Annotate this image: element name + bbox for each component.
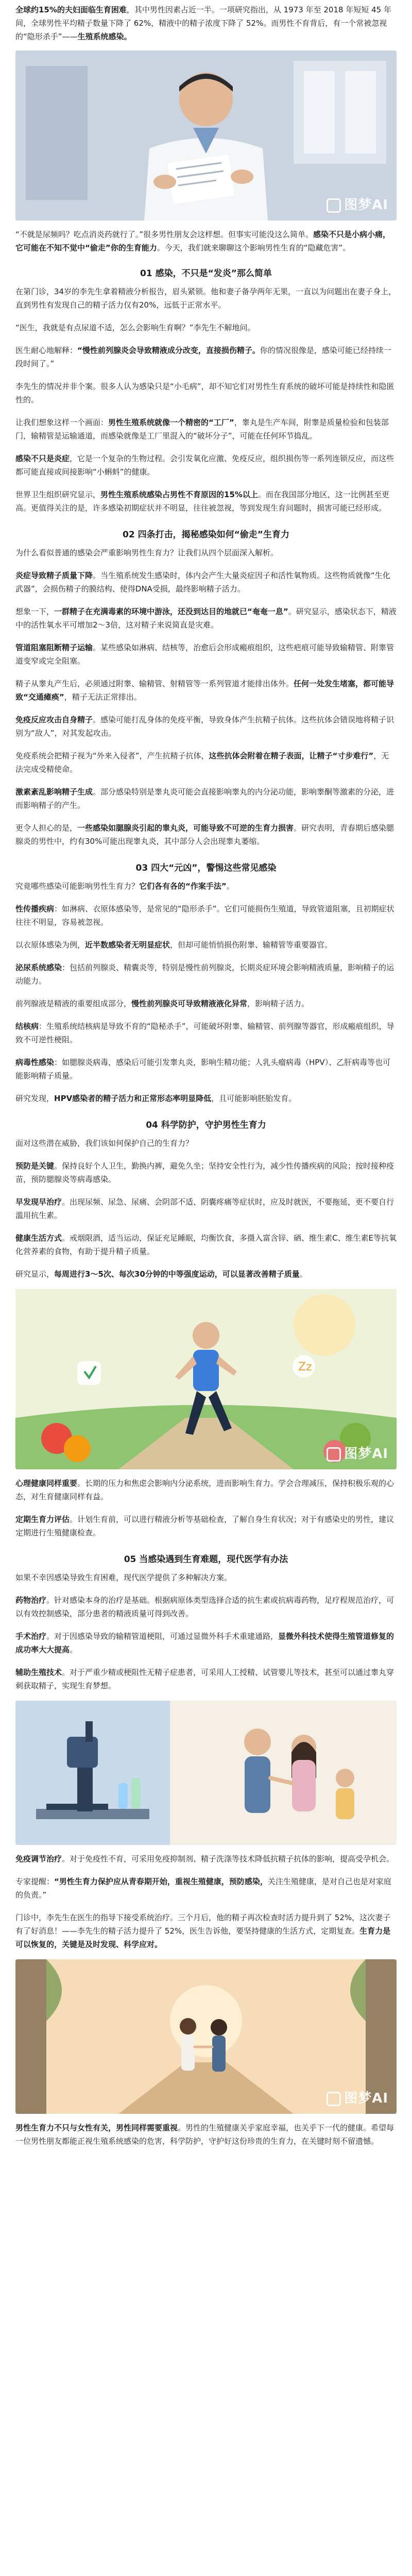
s2-p2: 炎症导致精子质量下降。当生殖系统发生感染时，体内会产生大量炎症因子和活性氧物质。这些物质就像“生化武器”，会损伤精子的膜结构、使得DNA受损，最终影响精子活力。 [15,571,390,594]
s3-p4: 泌尿系统感染：包括前列腺炎、精囊炎等，特别是慢性前列腺炎，长期炎症环境会影响精液质量，影响精子的运动能力。 [15,963,394,986]
s1-p2: “医生，我就是有点尿道不适，怎么会影响生育啊？”李先生不解地问。 [15,323,255,332]
runner-image [15,1289,397,1469]
s5-p2: 药物治疗。针对感染本身的治疗是基础。根据病原体类型选择合适的抗生素或抗病毒药物，足疗程规范治疗，可以有效控制感染，部分患者的精液质量可得到改善。 [15,1596,394,1618]
intro-bold: 全球约15%的夫妇面临生育困难 [15,5,127,14]
section-1-title: 01 感染，不只是“发炎”那么简单 [140,268,272,279]
s3-p2: 性传播疾病：如淋病、衣原体感染等，是常见的“隐形杀手”。它们可能损伤生殖道，导致管道阻塞，且初期症状往往不明显，容易被忽视。 [15,904,394,927]
runner-illustration [15,1289,397,1469]
intro-paragraph [0,3,412,43]
s1-p3: 医生耐心地解释：“慢性前列腺炎会导致精液成分改变，直接损伤精子。你的情况很像是，感染可能已经持续一段时间了。” [15,346,391,368]
watermark-logo [327,1443,388,1462]
section-4-title: 04 科学防护，守护男性生育力 [146,1120,266,1130]
watermark-logo [327,194,388,213]
s1-p6: 感染不只是炎症，它是一个复杂的生物过程。会引发氧化应激、免疫反应，组织损伤等一系列连锁反应，而这些都可能直接或间接影响“小蝌蚪”的健康。 [15,454,394,477]
s4b-p2: 定期生育力评估。计划生育前，可以进行精液分析等基础检查，了解自身生育状况；对于有感染史的男性，建议定期进行生殖健康检查。 [15,1515,394,1537]
watermark-text: 图梦AI [344,1446,388,1462]
s2-p7: 免疫系统会把精子视为“外来入侵者”，产生抗精子抗体，这些抗体会附着在精子表面，让精子“寸步难行”，无法完成受精使命。 [15,751,389,774]
s3-p6: 结核病：生殖系统结核病是导致不育的“隐秘杀手”，可能破坏附睾、输精管、前列腺等器官，形成瘢痕组织，导致不可逆性梗阻。 [15,1022,394,1044]
section-3-title: 03 四大“元凶”，警惕这些常见感染 [135,863,277,873]
s1-p7: 世界卫生组织研究显示，男性生殖系统感染占男性不育原因的15%以上。而在我国部分地区，这一比例甚至更高。更值得关注的是，许多感染初期症状并不明显，往往被忽视，等到发现生育问题时，损害可能已经形成。 [15,490,389,513]
s5b-p3: 门诊中，李先生在医生的指导下接受系统治疗。三个月后，他的精子再次检查时活力提升到了 52%，这次妻子有了好消息！——李先生的精子活力提升了 52%，医生告诉他，要坚持健康的生活方式，定期复查。生育力是可以恢复的，关键是及时发现、科学应对。 [15,1913,391,1949]
watermark-text: 图梦AI [344,2091,388,2106]
s3-p3: 以衣原体感染为例，近半数感染者无明显症状，但却可能悄悄损伤附睾、输精管等重要器官。 [15,940,333,950]
s2-p8: 激素紊乱影响精子生成。部分感染特别是睾丸炎可能会直接影响睾丸的内分泌功能，影响睾酮等激素的分泌，进而影响精子的产生。 [15,787,394,810]
s3-p1: 究竟哪些感染可能影响男性生育力？它们各有各的“作案手法”。 [15,882,234,891]
svg-text:Zz: Zz [298,1361,312,1374]
intro-text: ，其中男性因素占近一半。一项研究指出，从 1973 年至 2018 年短短 45 年间，全球男性平均精子数量下降了 62%，精液中的精子浓度下降了 52%。而男性不育背后，有一个常被忽视的“隐形杀手”—— [15,5,391,41]
s2-p5: 精子从睾丸产生后，必须通过附睾、输精管、射精管等一系列管道才能排出体外。任何一处发生堵塞，都可能导致“交通瘫痪”，精子无法正常排出。 [15,679,394,702]
section-5-title: 05 当感染遇到生育难题，现代医学有办法 [124,1554,288,1565]
closing-paragraph: 男性生育力不只与女性有关，男性同样需要重视。男性的生殖健康关乎家庭幸福，也关乎下一代的健康。希望每一位男性朋友都能正视生殖系统感染的危害，科学防护，守护好这份珍贵的生育力，在关键时刻不留遗憾。 [15,2123,394,2146]
s4-p2: 预防是关键。保持良好个人卫生，勤换内裤，避免久坐；坚持安全性行为，减少性传播疾病的风险；按时接种疫苗，预防腮腺炎等病毒感染。 [15,1161,394,1184]
lab-family-image [15,1701,397,1845]
s2-p1: 为什么看似普通的感染会严重影响男性生育力？让我们从四个层面深入解析。 [15,548,279,557]
s1-p5: 让我们想象这样一个画面：男性生殖系统就像一个精密的“工厂”，睾丸是生产车间，附睾是质量检验和包装部门，输精管是运输通道，而感染就像是工厂里混入的“破坏分子”，可能在任何环节捣乱。 [15,418,389,440]
s1-p1: 在第门诊，34岁的李先生拿着精液分析报告，眉头紧锁。他和妻子备孕两年无果，一直以为问题出在妻子身上，直到男性有发现自己的精子活力仅有20%，远低于正常水平。 [15,287,397,310]
s2-p3: 想象一下，一群精子在充满毒素的环境中游泳，还没到达目的地就已“奄奄一息”。研究显示，感染状态下，精液中的活性氧水平可增加2～3倍，这对精子来说简直是灾难。 [15,607,397,630]
s3-p5: 前列腺液是精液的重要组成部分，慢性前列腺炎可导致精液液化异常，影响精子活力。 [15,999,310,1008]
watermark-text: 图梦AI [344,197,388,213]
intro-tail: 生殖系统感染。 [77,32,132,41]
s4-p1: 面对这些潜在威胁，我们该如何保护自己的生育力？ [15,1139,194,1148]
s5-p1: 如果不幸因感染导致生育困难，现代医学提供了多种解决方案。 [15,1573,232,1582]
hero-image [15,50,397,221]
couple-image [15,1959,397,2114]
s2-p9: 更令人担心的是，一些感染如腮腺炎引起的睾丸炎，可能导致不可逆的生育力损害。研究表明，青春期后感染腮腺炎的男性中，约有30%可能出现睾丸炎，其中部分人会出现睾丸萎缩。 [15,823,394,846]
s4b-p1: 心理健康同样重要。长期的压力和焦虑会影响内分泌系统，进而影响生育力。学会合理减压，保持积极乐观的心态，对生育健康同样有益。 [15,1479,394,1501]
story-paragraph: “不就是尿频吗？吃点消炎药就行了。”很多男性朋友会这样想。但事实可能没这么简单。感染不只是小病小痛，它可能在不知不觉中“偷走”你的生育能力。今天，我们就来聊聊这个影响男性生育的“隐藏危害”。 [15,230,391,252]
s2-p4: 管道阻塞阻断精子运输。某些感染如淋病、结核等，治愈后会形成瘢痕组织，这些疤痕可能导致输精管、附睾管道变窄或完全阻塞。 [15,643,394,666]
s5b-p1: 免疫调节治疗。对于免疫性不育，可采用免疫抑制剂、精子洗涤等技术降低抗精子抗体的影响，提高受孕机会。 [15,1854,394,1863]
watermark-logo [327,2088,388,2107]
s5-p3: 手术治疗。对于因感染导致的输精管道梗阻，可通过显微外科手术重建通路，显微外科技术使得生殖管道修复的成功率大大提高。 [15,1632,394,1654]
s5b-p2: 专家提醒：“男性生育力保护应从青春期开始，重视生殖健康，预防感染，关注生殖健康，是对自己也是对家庭的负责。” [15,1877,391,1900]
s3-p8: 研究发现，HPV感染者的精子活力和正常形态率明显降低，且可能影响胚胎发育。 [15,1094,297,1103]
s3-p7: 病毒性感染：如腮腺炎病毒，感染后可能引发睾丸炎，影响生精功能；人乳头瘤病毒（HPV）、乙肝病毒等也可能影响精子质量。 [15,1058,391,1080]
s2-p6: 免疫反应攻击自身精子。感染可能打乱身体的免疫平衡，导致身体产生抗精子抗体。这些抗体会错误地将精子识别为“敌人”，对其发起攻击。 [15,715,394,738]
lab-family-illustration [15,1701,397,1845]
section-2-title: 02 四条打击，揭秘感染如何“偷走”生育力 [123,530,289,540]
s4-p5: 研究显示，每周进行3～5次、每次30分钟的中等强度运动，可以显著改善精子质量。 [15,1269,307,1279]
s5-p4: 辅助生殖技术。对于严重少精或梗阻性无精子症患者，可采用人工授精、试管婴儿等技术，甚至可以通过睾丸穿刺获取精子，实现生育梦想。 [15,1668,394,1690]
s4-p3: 早发现早治疗。出现尿频、尿急、尿痛、会阴部不适、阴囊疼痛等症状时，应及时就医，不要拖延，更不要自行滥用抗生素。 [15,1197,394,1220]
s4-p4: 健康生活方式。戒烟限酒，适当运动，保证充足睡眠，均衡饮食，多摄入富含锌、硒、维生素C、维生素E等抗氧化营养素的食物，有助于提升精子质量。 [15,1233,397,1256]
s1-p4: 李先生的情况并非个案。很多人认为感染只是“小毛病”，却不知它们对男性生育系统的破坏可能是持续性和隐匿性的。 [15,382,394,404]
story-bold: 感染不只是小病小痛，它可能在不知不觉中“偷走”你的生育能力 [15,230,391,252]
